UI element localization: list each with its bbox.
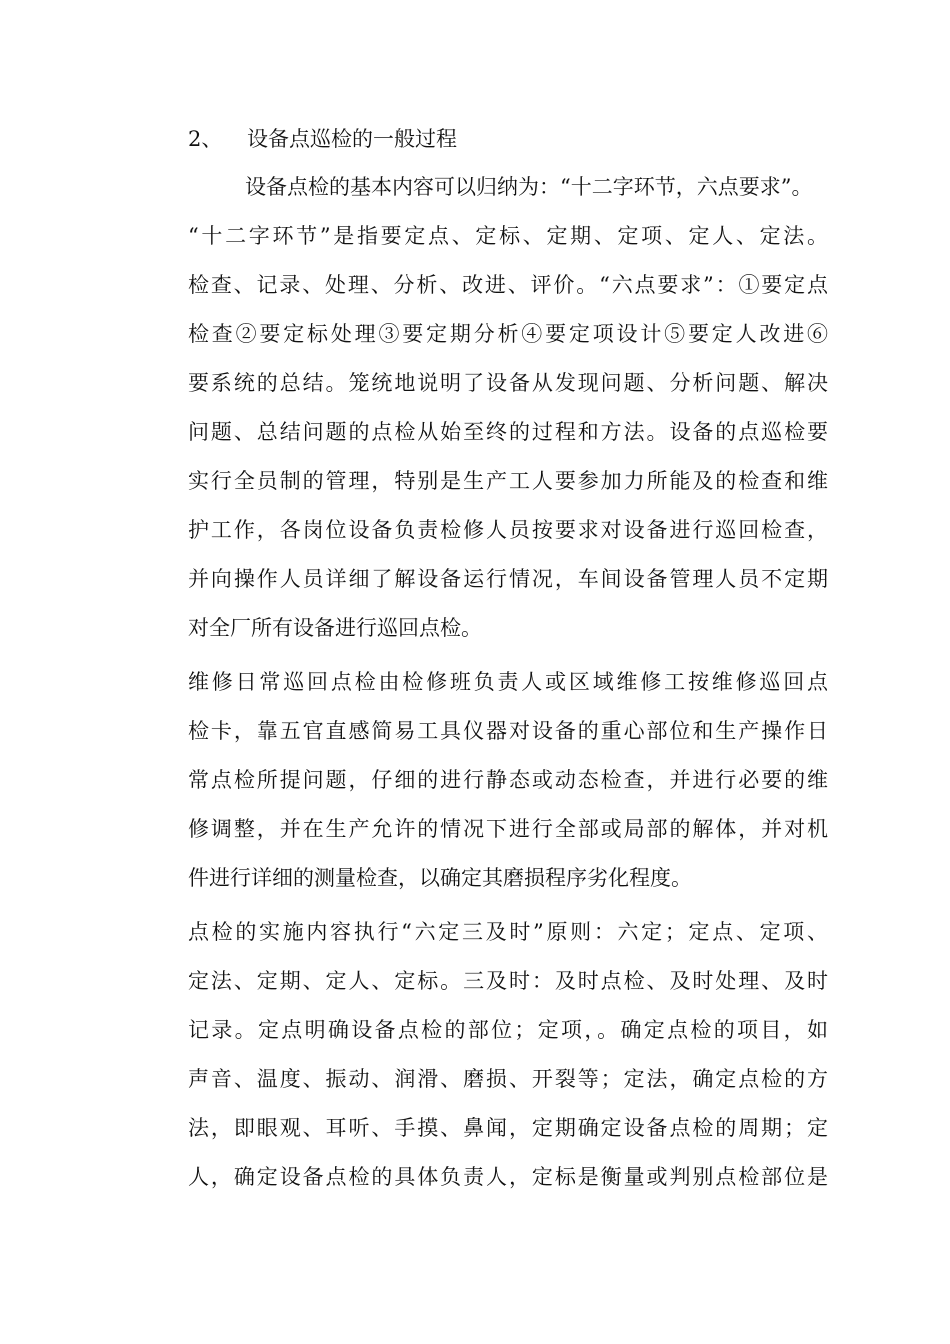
paragraph-line: 要系统的总结。笼统地说明了设备从发现问题、分析问题、解决: [188, 371, 828, 395]
paragraph-line: 人，确定设备点检的具体负责人，定标是衡量或判别点检部位是: [188, 1165, 828, 1189]
paragraph-line: 维修日常巡回点检由检修班负责人或区域维修工按维修巡回点: [188, 670, 828, 694]
paragraph-line: “十二字环节”是指要定点、定标、定期、定项、定人、定法。: [188, 224, 828, 248]
paragraph-line: 记录。定点明确设备点检的部位；定项，。确定点检的项目，如: [188, 1018, 828, 1042]
paragraph-line: 常点检所提问题，仔细的进行静态或动态检查，并进行必要的维: [188, 768, 828, 792]
paragraph-line: 声音、温度、振动、润滑、磨损、开裂等；定法，确定点检的方: [188, 1067, 828, 1091]
paragraph-line: 对全厂所有设备进行巡回点检。: [188, 616, 482, 640]
paragraph-line: 点检的实施内容执行“六定三及时”原则：六定；定点、定项、: [188, 920, 828, 944]
paragraph-line: 检查、记录、处理、分析、改进、评价。“六点要求”：①要定点: [188, 273, 828, 297]
paragraph-line: 问题、总结问题的点检从始至终的过程和方法。设备的点巡检要: [188, 420, 828, 444]
paragraph-line: 法，即眼观、耳听、手摸、鼻闻，定期确定设备点检的周期；定: [188, 1116, 828, 1140]
section-number: 2、: [188, 127, 223, 151]
paragraph-line: 护工作，各岗位设备负责检修人员按要求对设备进行巡回检查，: [188, 518, 828, 542]
paragraph-line: 件进行详细的测量检查，以确定其磨损程序劣化程度。: [188, 866, 692, 890]
paragraph-line: 修调整，并在生产允许的情况下进行全部或局部的解体，并对机: [188, 817, 828, 841]
paragraph-line: 定法、定期、定人、定标。三及时：及时点检、及时处理、及时: [188, 969, 828, 993]
section-title: 设备点巡检的一般过程: [247, 127, 457, 151]
paragraph-line: 设备点检的基本内容可以归纳为：“十二字环节，六点要求”。: [245, 175, 813, 199]
paragraph-line: 检卡，靠五官直感简易工具仪器对设备的重心部位和生产操作日: [188, 719, 828, 743]
paragraph-line: 实行全员制的管理，特别是生产工人要参加力所能及的检查和维: [188, 469, 828, 493]
paragraph-line: 并向操作人员详细了解设备运行情况，车间设备管理人员不定期: [188, 567, 828, 591]
paragraph-line: 检查②要定标处理③要定期分析④要定项设计⑤要定人改进⑥: [188, 322, 828, 346]
